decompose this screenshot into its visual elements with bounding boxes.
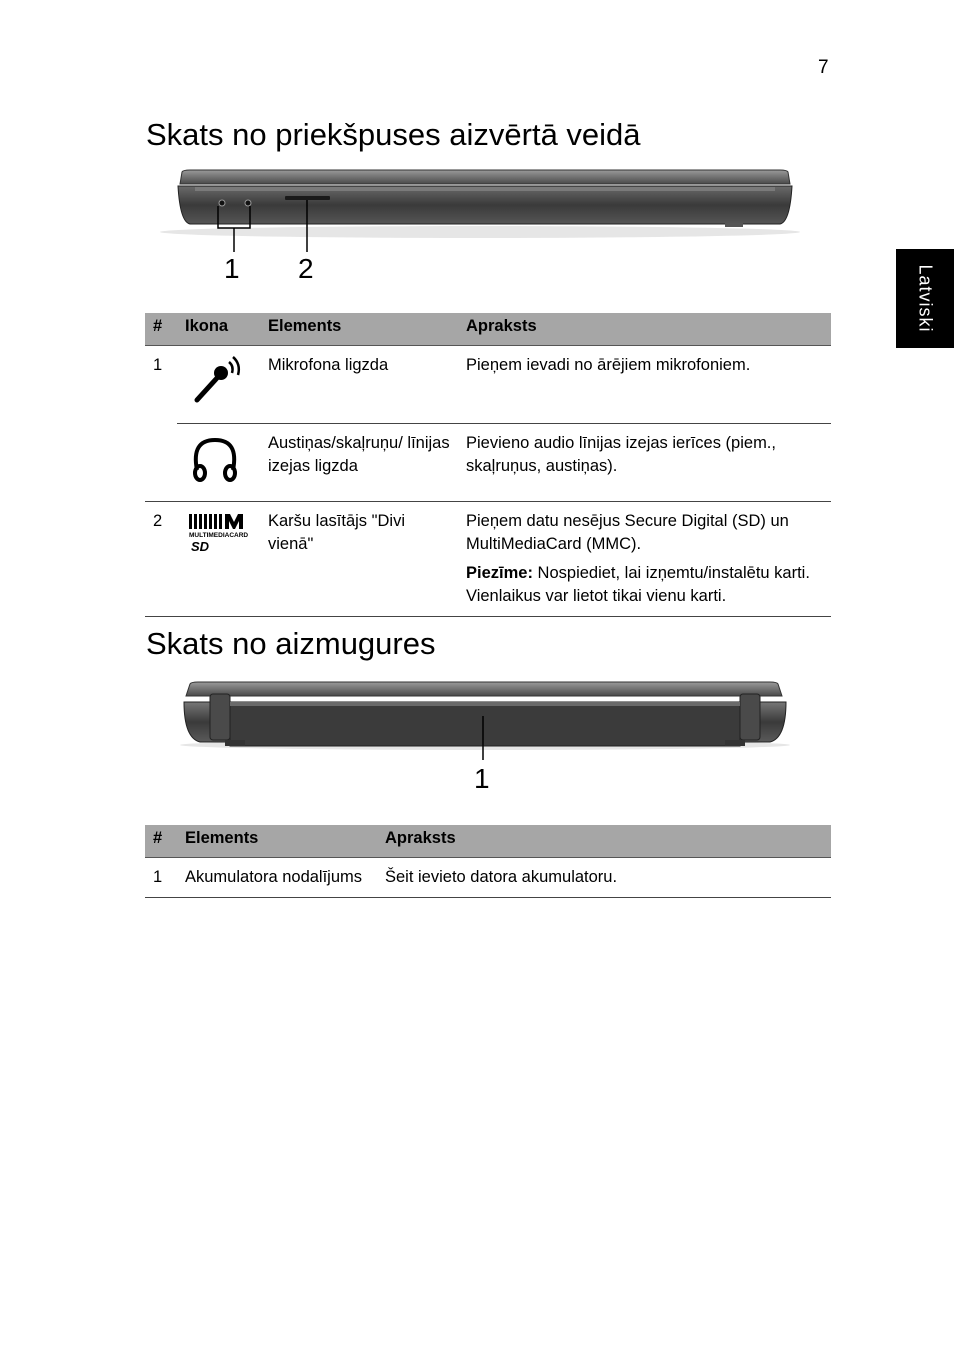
microphone-icon [185, 354, 245, 408]
rear-callout-1: 1 [474, 763, 490, 794]
headphones-icon [185, 432, 245, 486]
rear-view-table [145, 825, 831, 898]
row-element: Mikrofona ligzda [260, 346, 458, 424]
col-header-description: Apraksts [377, 825, 831, 858]
col-header-description: Apraksts [458, 313, 831, 346]
front-callout-1: 1 [224, 253, 240, 284]
laptop-front-illustration [150, 160, 810, 285]
table-header-row [145, 313, 831, 346]
description-text: Pieņem datu nesējus Secure Digital (SD) un MultiMediaCard (MMC). [466, 512, 789, 553]
svg-text:SD: SD [191, 539, 210, 554]
front-callout-2: 2 [298, 253, 314, 284]
row-number: 1 [153, 356, 163, 374]
row-number [145, 424, 177, 502]
front-view-table [145, 313, 831, 617]
row-element: Akumulatora nodalījums [177, 858, 377, 898]
row-description: Pieņem ievadi no ārējiem mikrofoniem. [458, 346, 831, 424]
table-header-row [145, 825, 831, 858]
table-row [145, 502, 831, 617]
table-row [145, 858, 831, 898]
laptop-rear-illustration [170, 672, 800, 772]
col-header-number: # [145, 825, 177, 858]
table-row [145, 424, 831, 502]
col-header-element: Elements [177, 825, 377, 858]
row-element: Austiņas/skaļruņu/ līnijas izejas ligzda [260, 424, 458, 502]
rear-view-title: Skats no aizmugures [146, 626, 436, 661]
multimediacard-sd-icon [185, 510, 249, 554]
note-label: Piezīme: [466, 564, 533, 582]
col-header-number: # [145, 313, 177, 346]
col-header-element: Elements [260, 313, 458, 346]
row-description: Pievieno audio līnijas izejas ierīces (piem., skaļruņus, austiņas). [458, 424, 831, 502]
svg-text:MULTIMEDIACARD: MULTIMEDIACARD [189, 532, 249, 539]
page-number: 7 [818, 57, 829, 78]
row-element: Karšu lasītājs "Divi vienā" [260, 502, 458, 617]
row-description: Šeit ievieto datora akumulatoru. [377, 858, 831, 898]
table-row [145, 346, 831, 424]
language-tab [896, 249, 954, 348]
note-paragraph [466, 562, 823, 608]
row-number: 2 [145, 502, 177, 617]
front-view-title: Skats no priekšpuses aizvērtā veidā [146, 117, 641, 152]
row-number: 1 [145, 858, 177, 898]
col-header-icon: Ikona [177, 313, 260, 346]
note-text: Nospiediet, lai izņemtu/instalētu karti. Vienlaikus var lietot tikai vienu karti. [466, 564, 810, 605]
language-tab-label: Latviski [915, 264, 936, 333]
row-description [458, 502, 831, 617]
